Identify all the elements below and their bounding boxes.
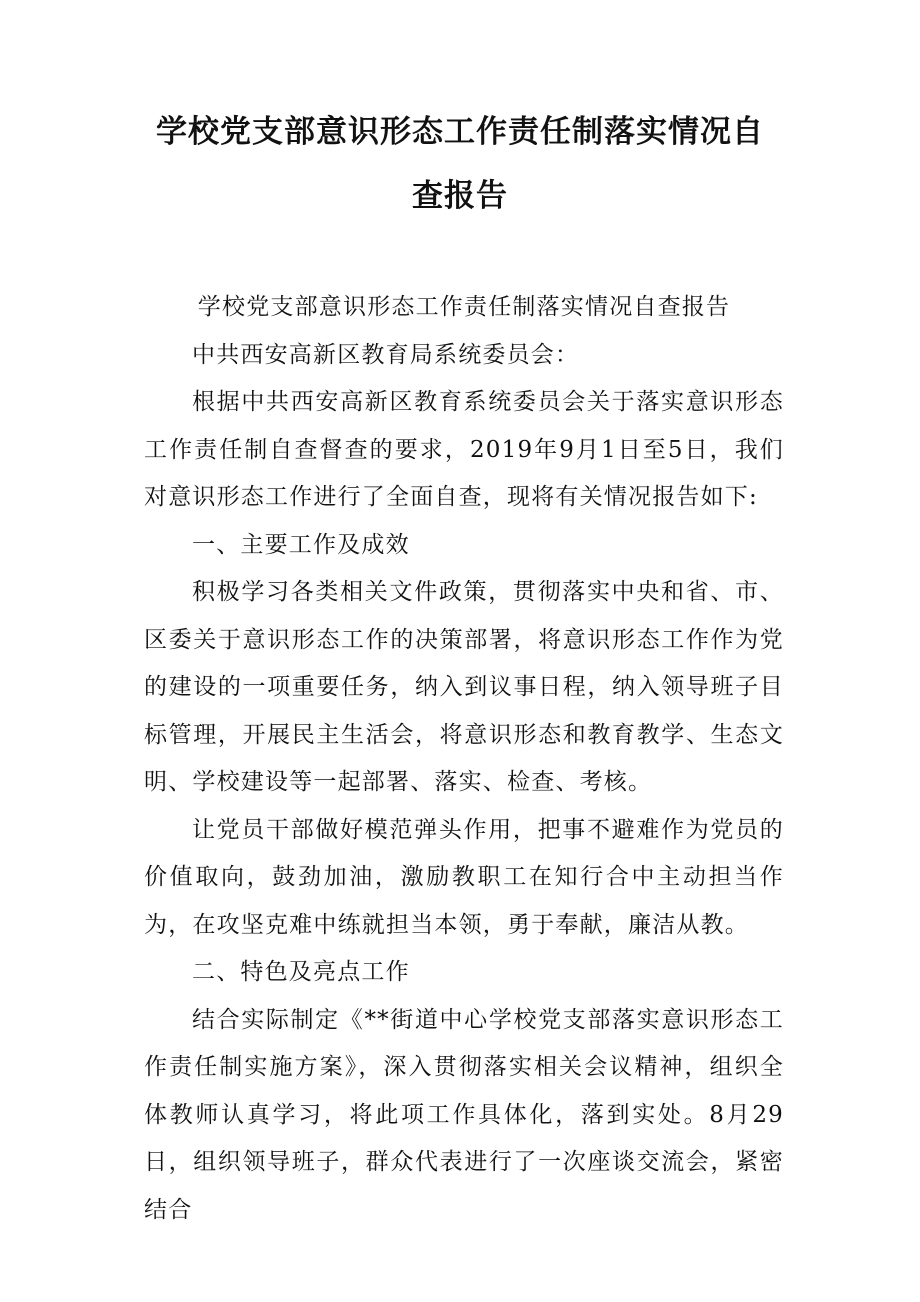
document-subtitle: 学校党支部意识形态工作责任制落实情况自查报告 [197, 294, 731, 320]
document-body [144, 284, 784, 1234]
section-heading-1: 一、主要工作及成效 [192, 531, 410, 558]
document-title-line-1: 学校党支部意识形态工作责任制落实情况自 [156, 114, 764, 150]
paragraph-main-work: 积极学习各类相关文件政策，贯彻落实中央和省、市、区委关于意识形态工作的决策部署，将意识形态工作作为党的建设的一项重要任务，纳入到议事日程，纳入领导班子目标管理，开展民主生活会，将意识形态和教育教学、生态文明、学校建设等一起部署、落实、检查、考核。 [144, 579, 784, 795]
section-heading-2: 二、特色及亮点工作 [192, 959, 410, 985]
addressee: 中共西安高新区教育局系统委员会： [192, 341, 580, 368]
paragraph-highlights: 结合实际制定《**街道中心学校党支部落实意识形态工作责任制实施方案》，深入贯彻落实相关会议精神，组织全体教师认真学习，将此项工作具体化，落到实处。8月29日，组织领导班子，群众代表进行了一次座谈交流会，紧密结合 [144, 1006, 784, 1223]
document-title-line-2: 查报告 [412, 178, 508, 214]
paragraph-party-members: 让党员干部做好模范弹头作用，把事不避难作为党员的价值取向，鼓劲加油，激励教职工在知行合中主动担当作为，在攻坚克难中练就担当本领，勇于奉献，廉洁从教。 [144, 816, 784, 938]
paragraph-intro: 根据中共西安高新区教育系统委员会关于落实意识形态工作责任制自查督查的要求，2019年9月1日至5日，我们对意识形态工作进行了全面自查，现将有关情况报告如下: [144, 389, 784, 510]
